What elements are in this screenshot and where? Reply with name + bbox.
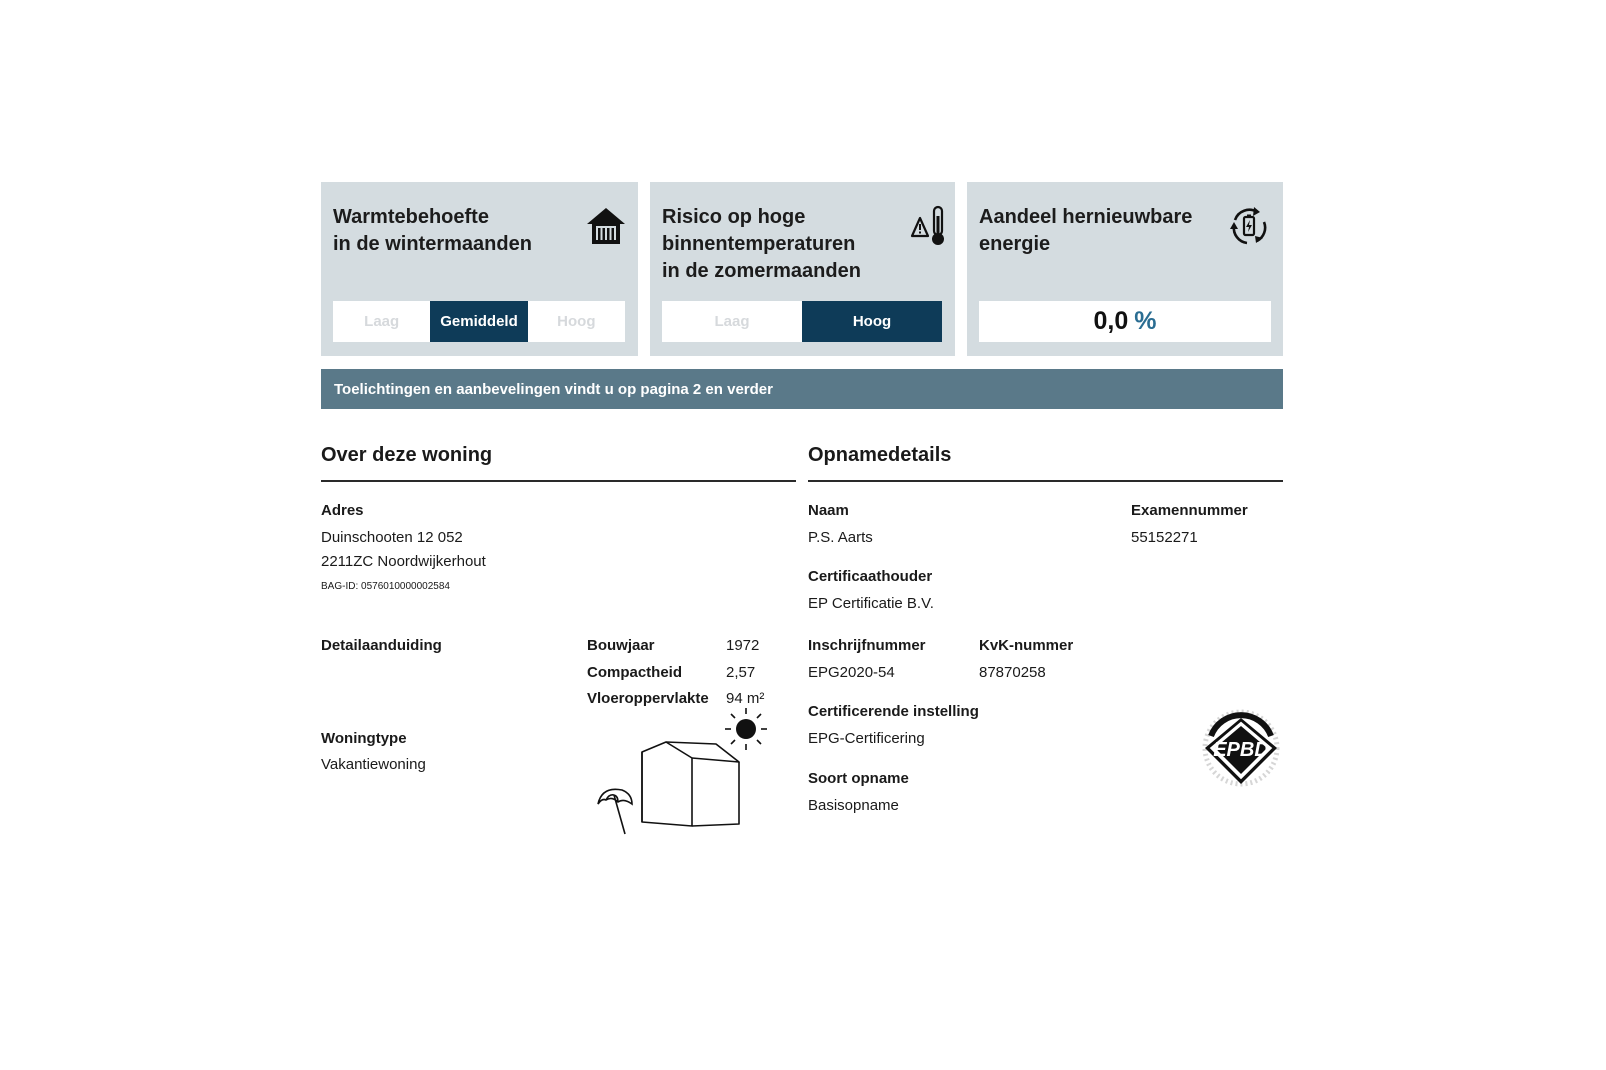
card-title: Warmtebehoefte in de wintermaanden xyxy=(333,206,532,255)
adres-line1: Duinschooten 12 052 xyxy=(321,529,463,546)
house-heating-icon xyxy=(585,204,627,248)
bag-id: BAG-ID: 0576010000002584 xyxy=(321,581,450,592)
banner-text: Toelichtingen en aanbevelingen vindt u op pagina 2 en verder xyxy=(334,380,773,398)
card-risico-temperaturen xyxy=(650,182,955,356)
soort-opname-label: Soort opname xyxy=(808,770,909,787)
adres-label: Adres xyxy=(321,502,364,519)
section-title-opname: Opnamedetails xyxy=(808,444,952,466)
adres-line2: 2211ZC Noordwijkerhout xyxy=(321,553,486,570)
info-banner xyxy=(321,369,1283,409)
option-laag[interactable]: Laag xyxy=(364,313,400,330)
section-divider xyxy=(808,480,1283,482)
hernieuwbare-energie-value xyxy=(979,301,1271,342)
soort-opname-value: Basisopname xyxy=(808,797,899,814)
kvk-nummer-label: KvK-nummer xyxy=(979,637,1074,654)
thermometer-warning-icon xyxy=(910,204,952,248)
percent-value: 0,0 xyxy=(1093,307,1129,335)
detailaanduiding-label: Detailaanduiding xyxy=(321,637,442,654)
epbd-seal-icon xyxy=(1199,704,1285,794)
card-hernieuwbare-energie xyxy=(967,182,1283,356)
option-hoog[interactable]: Hoog xyxy=(802,301,942,342)
certificaathouder-label: Certificaathouder xyxy=(808,568,933,585)
section-divider xyxy=(321,480,796,482)
inschrijfnummer-value: EPG2020-54 xyxy=(808,664,895,681)
option-laag[interactable]: Laag xyxy=(714,313,750,330)
card-title: Aandeel hernieuwbare energie xyxy=(979,206,1193,255)
card-warmtebehoefte xyxy=(321,182,638,356)
compactheid-value: 2,57 xyxy=(726,664,756,681)
vloeroppervlakte-label: Vloeroppervlakte xyxy=(587,690,709,707)
bouwjaar-value: 1972 xyxy=(726,637,760,654)
card-title: Risico op hoge binnentemperaturen in de zomermaanden xyxy=(662,206,861,282)
naam-value: P.S. Aarts xyxy=(808,529,873,546)
compactheid-label: Compactheid xyxy=(587,664,683,681)
house-with-sun-and-parasol-icon xyxy=(592,698,774,836)
kvk-nummer-value: 87870258 xyxy=(979,664,1046,681)
examennummer-value: 55152271 xyxy=(1131,529,1198,546)
renewable-battery-icon xyxy=(1227,204,1269,248)
risico-rating-selector xyxy=(662,301,942,342)
option-gemiddeld[interactable]: Gemiddeld xyxy=(430,301,527,342)
bouwjaar-label: Bouwjaar xyxy=(587,637,655,654)
warmte-rating-selector xyxy=(333,301,625,342)
epbd-logo-text: EPBD xyxy=(1213,739,1269,761)
certificaathouder-value: EP Certificatie B.V. xyxy=(808,595,934,612)
percent-unit: % xyxy=(1134,307,1157,335)
vloeroppervlakte-value: 94 m² xyxy=(726,690,765,707)
inschrijfnummer-label: Inschrijfnummer xyxy=(808,637,926,654)
certificerende-instelling-label: Certificerende instelling xyxy=(808,703,979,720)
section-title-woning: Over deze woning xyxy=(321,444,493,466)
naam-label: Naam xyxy=(808,502,849,519)
woningtype-label: Woningtype xyxy=(321,730,407,747)
woningtype-value: Vakantiewoning xyxy=(321,756,426,773)
examennummer-label: Examennummer xyxy=(1131,502,1248,519)
certificerende-instelling-value: EPG-Certificering xyxy=(808,730,925,747)
option-hoog[interactable]: Hoog xyxy=(557,313,596,330)
